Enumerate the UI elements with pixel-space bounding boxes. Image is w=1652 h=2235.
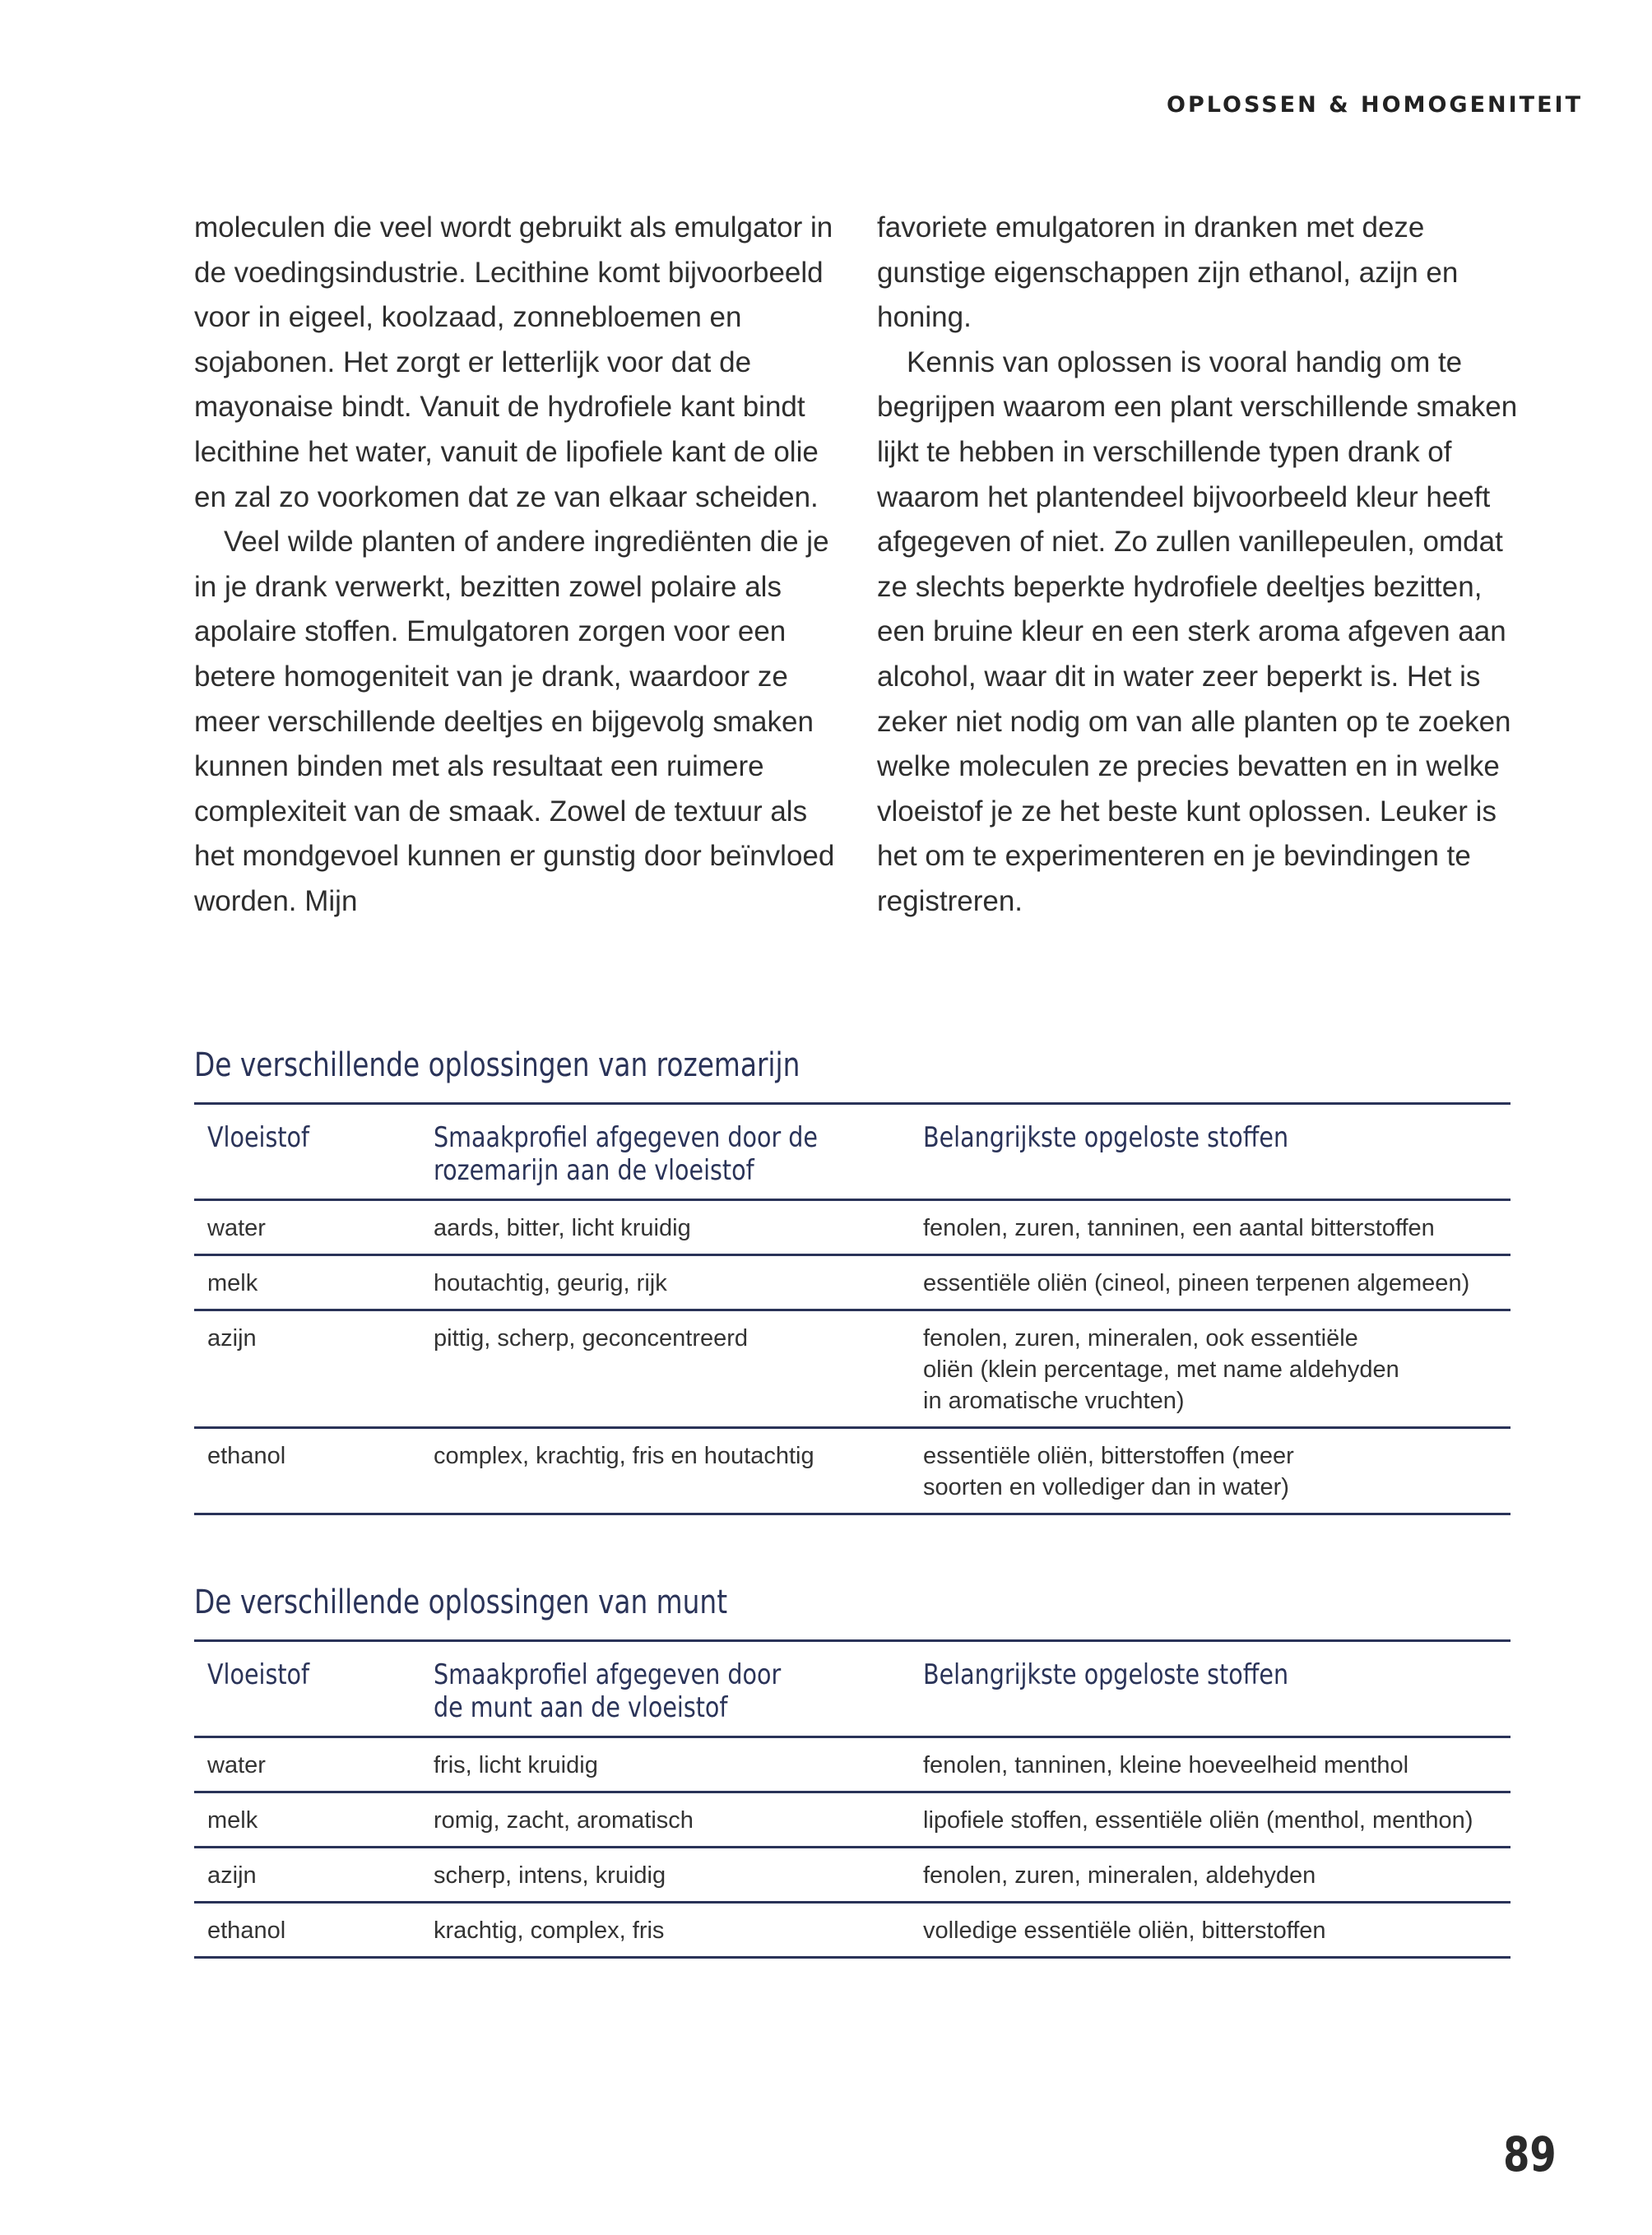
paragraph: favoriete emulgatoren in dranken met deze gunstige eigenschappen zijn ethanol, azijn en honing. [877, 211, 1459, 334]
cell-substances: essentiële oliën (cineol, pineen terpenen algemeen) [923, 1270, 1470, 1296]
table-row [194, 1428, 1510, 1514]
cell-liquid: melk [207, 1807, 258, 1834]
cell-liquid: azijn [207, 1862, 257, 1889]
mint-table-title: De verschillende oplossingen van munt [194, 1584, 728, 1621]
cell-liquid: ethanol [207, 1917, 286, 1944]
column-header-liquid: Vloeistof [207, 1121, 310, 1154]
cell-flavor: aards, bitter, licht kruidig [434, 1215, 691, 1241]
table-row [194, 1848, 1510, 1903]
cell-liquid: ethanol [207, 1443, 286, 1469]
cell-flavor: houtachtig, geurig, rijk [434, 1270, 667, 1296]
cell-flavor: romig, zacht, aromatisch [434, 1807, 694, 1834]
table-row [194, 1310, 1510, 1428]
page-number: 89 [1503, 2126, 1557, 2182]
table-row [194, 1903, 1510, 1958]
column-header-liquid: Vloeistof [207, 1658, 310, 1691]
paragraph: Kennis van oplossen is vooral handig om te begrijpen waarom een plant verschillende smaken lijkt te hebben in verschillende typen drank of waarom het plantendeel bijvoorbeeld kleur heeft afgegeven of niet. Zo zullen vanillepeulen, omdat ze slechts beperkte hydrofiele deeltjes bezitten, een bruine kleur en een sterk aroma afgeven aan alcohol, waar dit in water zeer beperkt is. Het is zeker niet nodig om van alle planten op te zoeken welke moleculen ze precies bevatten en in welke vloeistof je ze het beste kunt oplossen. Leuker is het om te experimenteren en je bevindingen te registreren. [877, 345, 1518, 917]
paragraph: moleculen die veel wordt gebruikt als emulgator in de voedingsindustrie. Lecithine komt bijvoorbeeld voor in eigeel, koolzaad, zonnebloemen en sojabonen. Het zorgt er letterlijk voor dat de mayonaise bindt. Vanuit de hydrofiele kant bindt lecithine het water, vanuit de lipofiele kant de olie en zal zo voorkomen dat ze van elkaar scheiden. [194, 211, 833, 513]
cell-flavor: scherp, intens, kruidig [434, 1862, 666, 1889]
column-header-flavor-profile: Smaakprofiel afgegeven door de munt aan de vloeistof [434, 1658, 782, 1724]
table-header-row [194, 1104, 1510, 1200]
cell-liquid: water [207, 1752, 266, 1778]
cell-substances: lipofiele stoffen, essentiële oliën (menthol, menthon) [923, 1807, 1473, 1834]
cell-flavor: complex, krachtig, fris en houtachtig [434, 1443, 814, 1469]
cell-flavor: fris, licht kruidig [434, 1752, 598, 1778]
cell-liquid: melk [207, 1270, 258, 1296]
table-row [194, 1200, 1510, 1255]
column-header-dissolved-substances: Belangrijkste opgeloste stoffen [923, 1658, 1289, 1691]
cell-substances: fenolen, tanninen, kleine hoeveelheid menthol [923, 1752, 1409, 1778]
table-row [194, 1737, 1510, 1792]
cell-substances: fenolen, zuren, mineralen, aldehyden [923, 1862, 1316, 1889]
cell-substances: volledige essentiële oliën, bitterstoffen [923, 1917, 1326, 1944]
rosemary-table-title: De verschillende oplossingen van rozemarijn [194, 1046, 800, 1084]
left-column [194, 206, 844, 925]
table-row [194, 1792, 1510, 1848]
cell-flavor: krachtig, complex, fris [434, 1917, 665, 1944]
column-header-dissolved-substances: Belangrijkste opgeloste stoffen [923, 1121, 1289, 1154]
cell-flavor: pittig, scherp, geconcentreerd [434, 1325, 749, 1352]
column-header-flavor-profile: Smaakprofiel afgegeven door de rozemarijn aan de vloeistof [434, 1121, 818, 1187]
rosemary-table [194, 1102, 1510, 1515]
mint-table [194, 1639, 1510, 1959]
cell-substances: essentiële oliën, bitterstoffen (meer soorten en vollediger dan in water) [923, 1443, 1294, 1500]
cell-liquid: water [207, 1215, 266, 1241]
table-row [194, 1255, 1510, 1310]
running-head: OPLOSSEN & HOMOGENITEIT [1167, 92, 1583, 118]
cell-liquid: azijn [207, 1325, 257, 1352]
cell-substances: fenolen, zuren, mineralen, ook essentiële oliën (klein percentage, met name aldehyden in aromatische vruchten) [923, 1325, 1399, 1414]
paragraph: Veel wilde planten of andere ingrediënten die je in je drank verwerkt, bezitten zowel polaire als apolaire stoffen. Emulgatoren zorgen voor een betere homogeniteit van je drank, waardoor ze meer verschillende deeltjes en bijgevolg smaken kunnen binden met als resultaat een ruimere complexiteit van de smaak. Zowel de textuur als het mondgevoel kunnen er gunstig door beïnvloed worden. Mijn [194, 526, 835, 917]
cell-substances: fenolen, zuren, tanninen, een aantal bitterstoffen [923, 1215, 1435, 1241]
right-column [877, 206, 1527, 925]
table-header-row [194, 1641, 1510, 1737]
